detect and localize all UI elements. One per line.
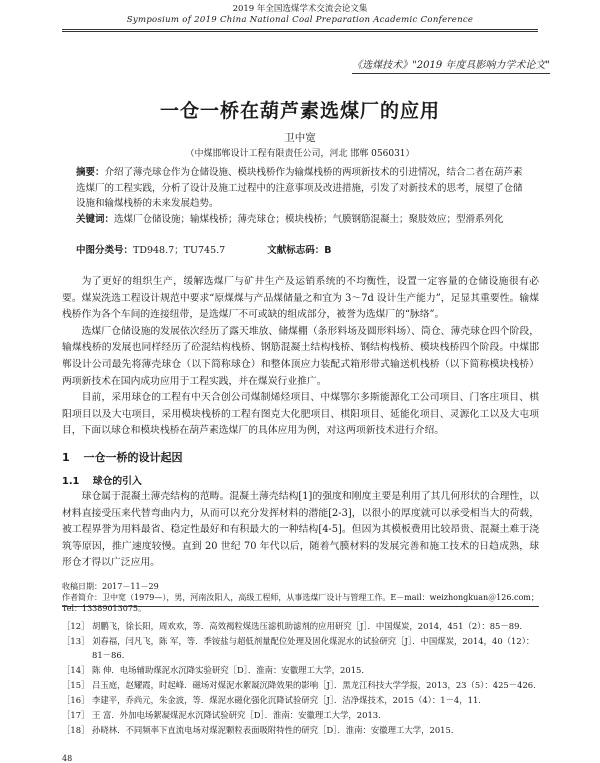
paragraph: 球仓属于混凝土薄壳结构的范畴。混凝土薄壳结构[1]的强度和刚度主要是利用了其几何形状的合理性，以材料直接受压来代替弯曲内力，从而可以充分发挥材料的潜能[2-3]，以很小的厚度就可以承受相当大的荷载，被工程界誉为用料最省、稳定性最好和有积最大的一种结构[4-5]。但因为其模板费用比较昂贵、混凝土难于浇筑等原因，推广速度较慢。直到 20 世纪 70 年代以后，随着气膜材料的发展完善和施工技术的日趋成熟，球形仓才得以广泛应用。 [62, 491, 539, 569]
footnote-rule [62, 606, 539, 607]
intro-section [62, 274, 539, 440]
clc-value: TD948.7；TU745.7 [133, 245, 226, 256]
footnote-received: 收稿日期：2017－11－29 [62, 582, 159, 591]
doc-code-label: 文献标志码： [267, 245, 325, 256]
footnote-author-bio: 作者简介：卫中宽（1979—），男，河南汝阳人，高级工程师，从事选煤厂设计与管理工作。E－mail：weizhongkuan＠126.com；Tel：13389013075。 [62, 593, 539, 613]
header-rule [62, 29, 538, 30]
paragraph: 为了更好的组织生产，缓解选煤厂与矿井生产及运销系统的不均衡性，设置一定容量的仓储设施很有必要。煤炭洗选工程设计规范中要求“原煤煤与产品煤储量之和宜为 3～7d 设计生产能力”，足显其重要性。输煤栈桥作为各个车间的连接纽带，是选煤厂不可或缺的组成部分，被誉为选煤厂的“脉络”。 [62, 276, 539, 321]
header-rule-thin [62, 31, 538, 32]
reference-item: ［13］ 刘春福，闫凡飞，陈 军，等．季铵盐与超低剂量配位处理及固化煤泥水的试验研究［J］．中国煤炭，2014，40（12）：81－86. [62, 636, 535, 660]
reference-item: ［12］ 胡鹏飞，徐长阳，周欢欢，等．高效褐粒煤选压滤机助滤剂的应用研究［J］．中国煤炭，2014，451（2）：85－89. [62, 621, 523, 631]
classification [76, 243, 524, 259]
reference-item: ［16］ 李建平，乔尚元，朱金波，等．煤泥水磁化强化沉降试验研究［J］．洁净煤技术，2015（4）：1－4，11. [62, 694, 481, 705]
abstract [76, 165, 524, 212]
keywords [76, 212, 524, 228]
article-title: 一仓一桥在葫芦素选煤厂的应用 [159, 100, 440, 122]
doc-code-value: B [324, 245, 332, 256]
special-column-label: 《选煤技术》"2019 年度具影响力学术论文" [352, 60, 550, 74]
running-header-cn: 2019 年全国选煤学术交流会论文集 [232, 4, 368, 14]
clc-label: 中图分类号： [76, 245, 134, 256]
section-body [62, 489, 539, 572]
section-heading [62, 449, 183, 465]
keywords-label: 关键词： [76, 214, 115, 225]
reference-list [62, 620, 539, 739]
section-title: 一仓一桥的设计起因 [83, 451, 183, 464]
paragraph: 目前，采用球仓的工程有中天合创公司煤制烯烃项目、中煤鄂尔多斯能源化工公司项目、门客庄项目、棋阳项目以及大屯项目，采用模块栈桥的工程有图克大化肥项目、棋阳项目、延能化项目、灵源化工以及大屯项目，下面以球仓和模块栈桥在葫芦素选煤厂的具体应用为例，对这两项新技术进行介绍。 [62, 392, 539, 437]
author-name: 卫中宽 [284, 132, 316, 144]
paragraph: 选煤厂仓储设施的发展依次经历了露天堆放、储煤棚（条形料场及圆形料场）、筒仓、薄壳球仓四个阶段，输煤栈桥的发展也同样经历了砼混结构栈桥、钢筋混凝土结构栈桥、钢结构栈桥、模块栈桥四个阶段。中煤邯郸设计公司最先将薄壳球仓（以下简称球仓）和整体顶应力装配式箱形带式输送机栈桥（以下简称模块栈桥）两项新技术在国内成功应用于工程实践，并在煤炭行业推广。 [62, 325, 539, 387]
page-number: 48 [62, 754, 73, 763]
reference-item: ［15］ 吕玉庭，赵耀霞，时起峰．磁场对煤泥水絮凝沉降效果的影响［J］．黑龙江科技大学学报，2013，23（5）：425－426. [62, 679, 536, 690]
subsection-number: 1.1 [62, 476, 80, 487]
abstract-label: 摘要： [76, 167, 105, 178]
keywords-text: 选煤厂仓储设施；输煤栈桥；薄壳球仓；模块栈桥；气膜钢筋混凝土；聚肢效应；型滑系列化 [114, 214, 504, 225]
abstract-text: 介绍了薄壳球仓作为仓储设施、模块栈桥作为输煤栈桥的两项新技术的引进情况，结合二者在葫芦素选煤厂的工程实践，分析了设计及施工过程中的注意事项及改进措施，引发了对新技术的思考，展望了仓储设施和输煤栈桥的未来发展趋势。 [76, 167, 523, 209]
running-header-en: Symposium of 2019 China National Coal Preparation Academic Conference [126, 15, 474, 25]
subsection-title: 球仓的引入 [92, 476, 142, 487]
reference-item: ［18］ 孙晓林．不同频率下直流电场对煤泥颗粒表面吸附特性的研究［D］．淮南：安徽理工大学，2015. [62, 724, 454, 735]
reference-item: ［14］ 陈 伸．电场辅助煤泥水沉降实验研究［D］．淮南：安徽理工大学，2015. [62, 664, 365, 675]
author-affiliation: （中煤邯郸设计工程有限责任公司，河北 邯郸 056031） [185, 149, 415, 159]
reference-item: ［17］ 王 富．外加电场絮凝煤泥水沉降试验研究［D］．淮南：安徽理工大学，2013. [62, 709, 381, 720]
section-number: 1 [62, 451, 70, 464]
subsection-heading [62, 473, 142, 487]
